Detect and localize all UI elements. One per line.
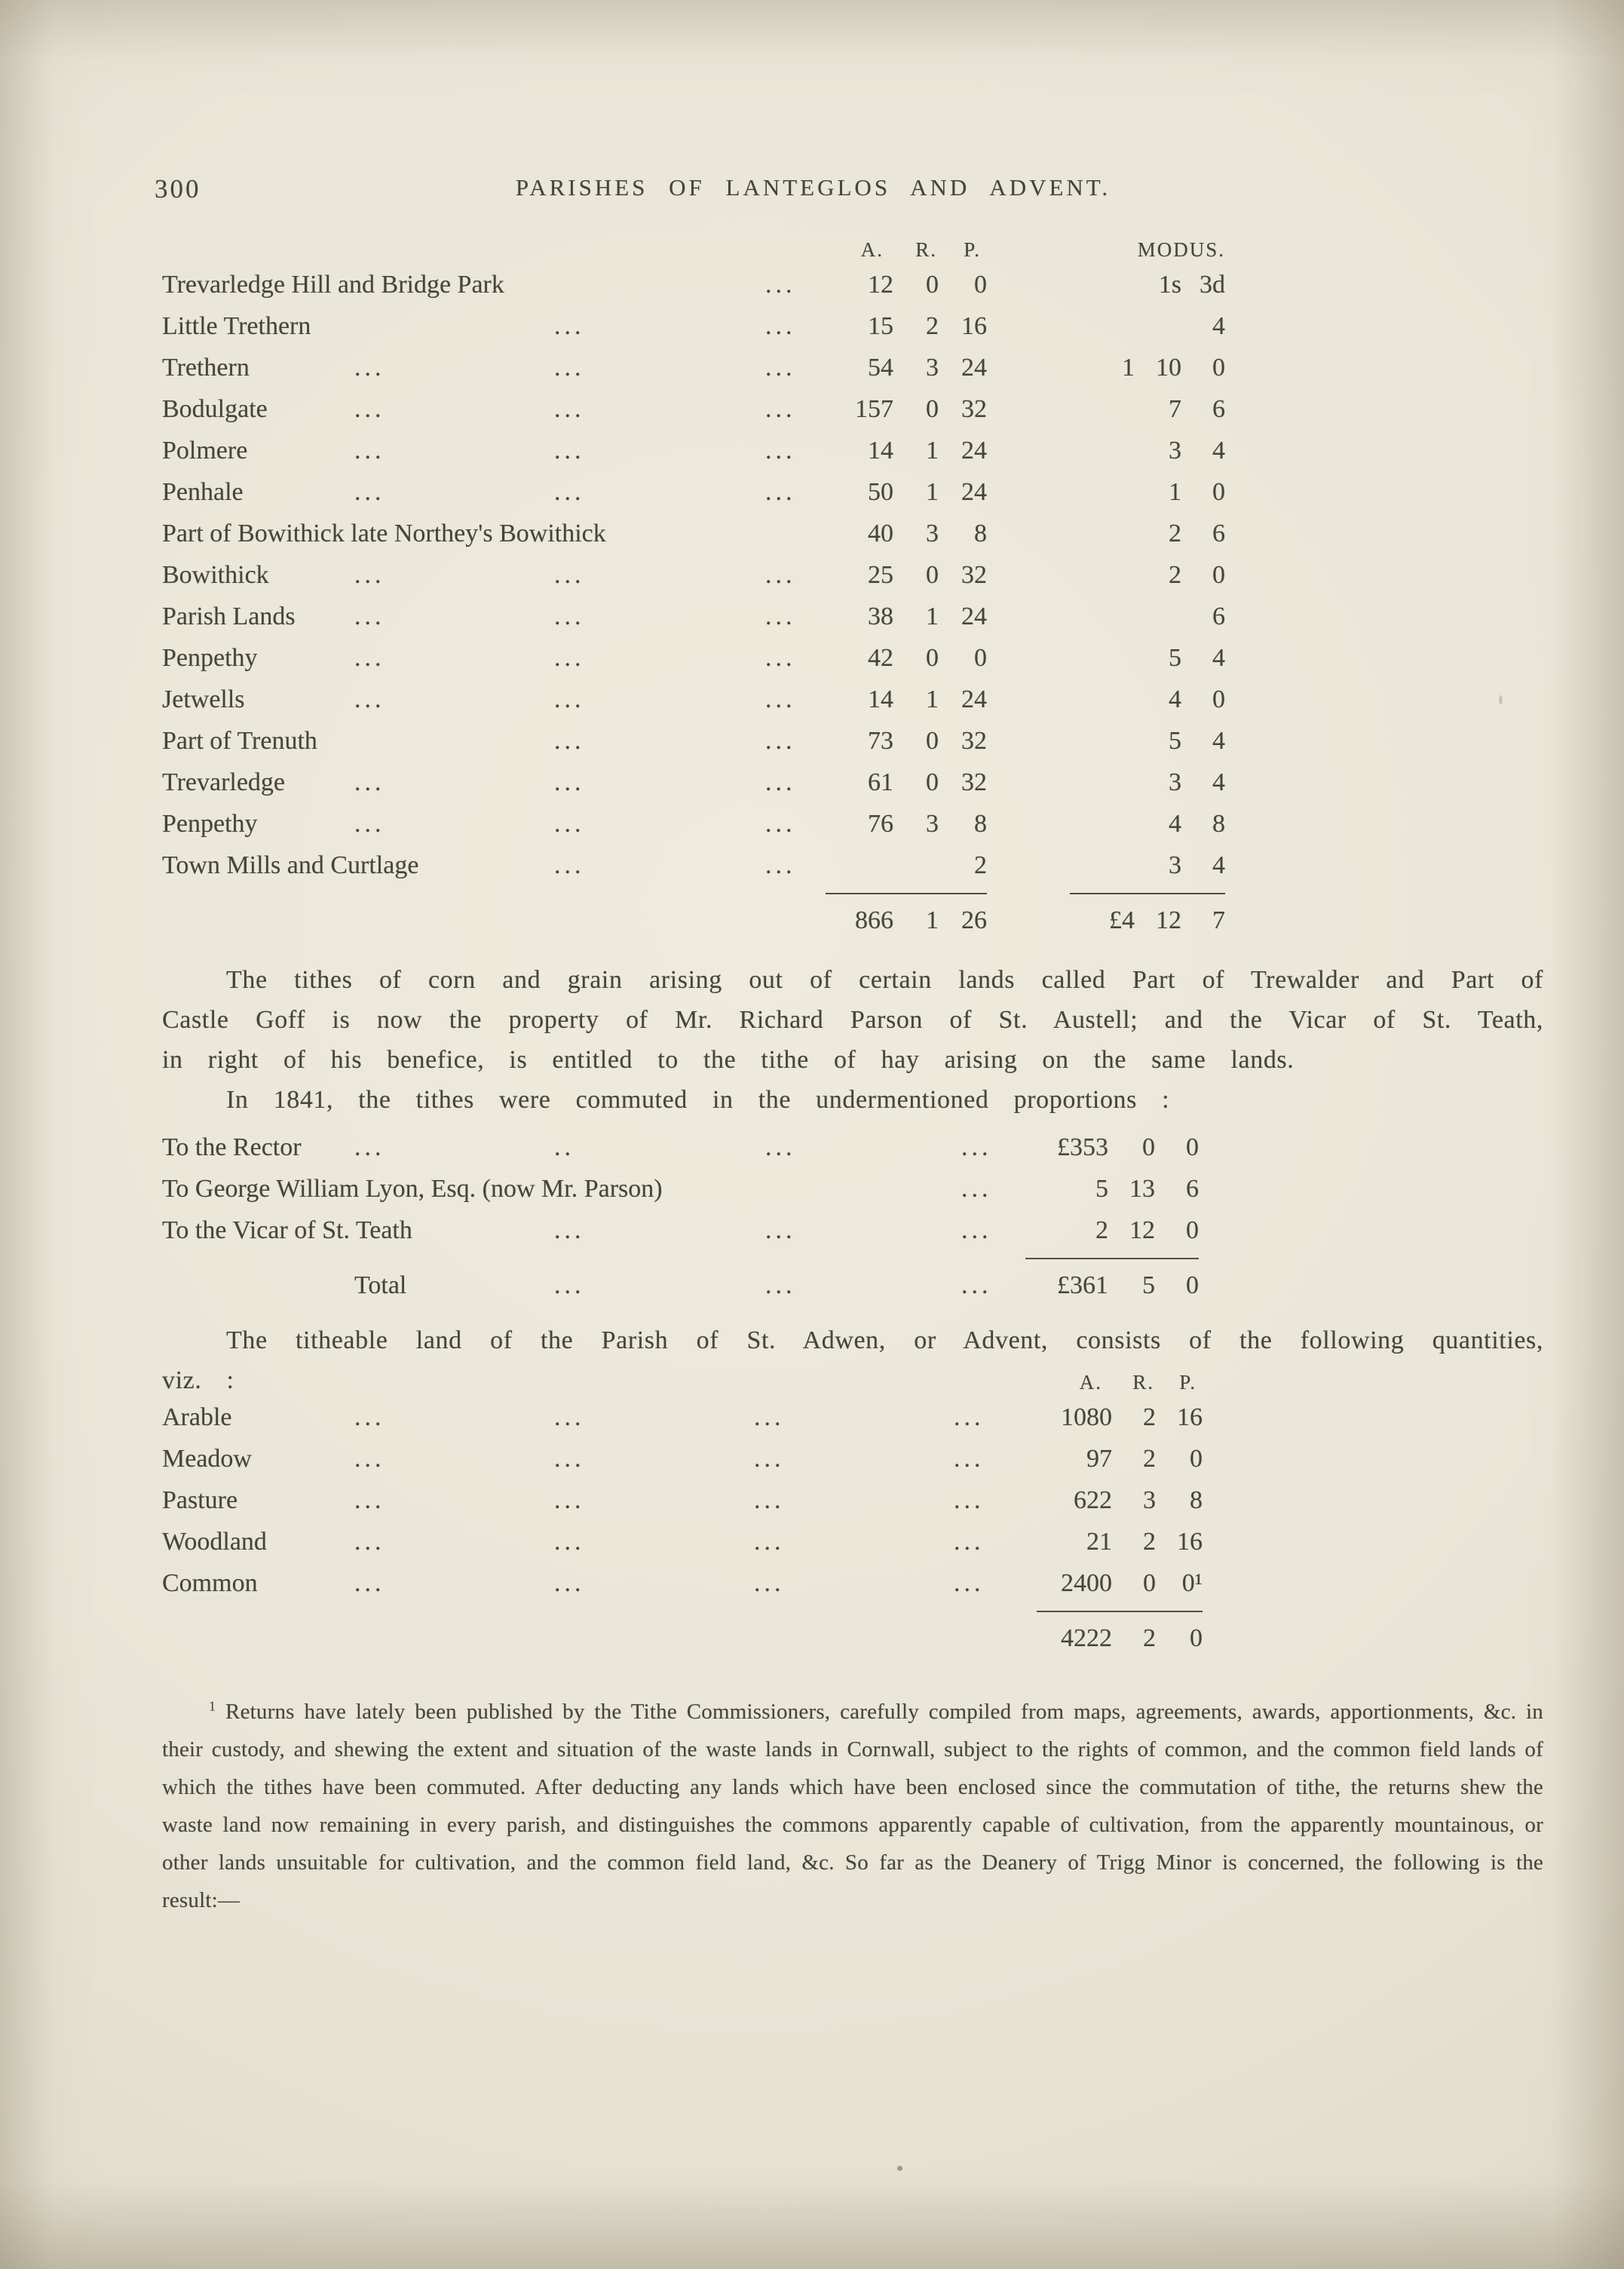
leader-dots: ... (554, 1569, 585, 1597)
row-value: 8 (974, 810, 987, 838)
row-label: Pasture (162, 1486, 238, 1514)
row-value: 0 (974, 644, 987, 672)
paragraph-titheable: The titheable land of the Parish of St. Adwen, or Advent, consists of the following quantities, viz. : (162, 1326, 1543, 1394)
row-value: 26 (961, 906, 987, 934)
row-value: 2 (974, 851, 987, 879)
leader-dots: ... (554, 312, 585, 340)
row-value: 866 (855, 906, 893, 934)
leader-dots: ... (765, 1216, 796, 1244)
leader-dots: ... (554, 1403, 585, 1431)
row-value: 32 (961, 727, 987, 755)
leader-dots: ... (554, 727, 585, 755)
row-label: Trevarledge Hill and Bridge Park (162, 271, 504, 299)
row-label: Parish Lands (162, 603, 296, 630)
row-value: 14 (868, 437, 893, 465)
row-value: 2 (1169, 520, 1181, 547)
leader-dots: ... (754, 1403, 785, 1431)
row-value: 0 (1212, 561, 1225, 589)
leader-dots: ... (961, 1216, 992, 1244)
row-label: Total (354, 1271, 407, 1299)
row-value: 3d (1200, 271, 1225, 299)
row-value: 3 (926, 810, 939, 838)
row-value: 0 (1212, 685, 1225, 713)
row-value: 5 (1169, 727, 1181, 755)
row-label: Trevarledge (162, 768, 286, 796)
row-value: 4 (1212, 727, 1225, 755)
row-value: 13 (1129, 1175, 1155, 1203)
row-value: 0¹ (1181, 1569, 1203, 1597)
row-value: 2400 (1061, 1569, 1112, 1597)
tithe-row (162, 265, 1543, 306)
row-value: 5 (1095, 1175, 1108, 1203)
row-value: 1 (926, 603, 939, 630)
row-label: Arable (162, 1403, 232, 1431)
tithe-row (162, 762, 1543, 804)
row-value: 0 (926, 644, 939, 672)
leader-dots: ... (954, 1403, 985, 1431)
leader-dots: ... (765, 437, 796, 465)
leader-dots: ... (765, 644, 796, 672)
row-label: Trethern (162, 354, 250, 382)
row-value: 1 (926, 478, 939, 506)
leader-dots: ... (354, 395, 385, 423)
row-value: 4 (1212, 768, 1225, 796)
row-value: 5 (1142, 1271, 1155, 1299)
row-value: 5 (1169, 644, 1181, 672)
leader-dots: ... (554, 768, 585, 796)
row-value: 32 (961, 395, 987, 423)
row-value: 622 (1074, 1486, 1112, 1514)
land-table-body (162, 1397, 1543, 1660)
tithe-table (162, 230, 1543, 942)
leader-dots: ... (354, 644, 385, 672)
tithe-row (162, 679, 1543, 721)
row-value: 0 (1142, 1133, 1155, 1161)
leader-dots: ... (354, 810, 385, 838)
row-value: 1 (926, 437, 939, 465)
row-label: Meadow (162, 1445, 252, 1473)
row-value: 4222 (1061, 1624, 1112, 1652)
row-label: Common (162, 1569, 258, 1597)
row-value: 12 (868, 271, 893, 299)
leader-dots: ... (354, 437, 385, 465)
leader-dots: ... (354, 478, 385, 506)
tithe-row (162, 472, 1543, 514)
row-value: 0 (1186, 1133, 1199, 1161)
land-row (162, 1522, 1543, 1563)
row-value: 40 (868, 520, 893, 547)
tithe-total-rule (162, 887, 1543, 900)
row-value: 73 (868, 727, 893, 755)
row-value: 3 (1169, 851, 1181, 879)
proportions-table (162, 1127, 1543, 1307)
leader-dots: ... (354, 1133, 385, 1161)
row-value: 0 (1143, 1569, 1156, 1597)
leader-dots: ... (954, 1569, 985, 1597)
leader-dots: ... (554, 644, 585, 672)
leader-dots: ... (754, 1528, 785, 1556)
row-value: 25 (868, 561, 893, 589)
tithe-row (162, 845, 1543, 887)
row-label: To the Vicar of St. Teath (162, 1216, 412, 1244)
row-value: 2 (1143, 1528, 1156, 1556)
row-value: 0 (926, 561, 939, 589)
leader-dots: ... (954, 1528, 985, 1556)
leader-dots: ... (754, 1445, 785, 1473)
row-value: 0 (926, 768, 939, 796)
leader-dots: ... (765, 395, 796, 423)
row-value: 24 (961, 685, 987, 713)
row-value: 10 (1156, 354, 1181, 382)
leader-dots: ... (961, 1133, 992, 1161)
row-value: £361 (1057, 1271, 1108, 1299)
row-value: 0 (974, 271, 987, 299)
row-value: 8 (1190, 1486, 1203, 1514)
row-value: £4 (1109, 906, 1135, 934)
land-row (162, 1439, 1543, 1480)
leader-dots: ... (354, 354, 385, 382)
leader-dots: ... (765, 768, 796, 796)
row-value: 12 (1129, 1216, 1155, 1244)
row-label: Penhale (162, 478, 244, 506)
proportion-total-rule (162, 1252, 1543, 1265)
leader-dots: ... (765, 1133, 796, 1161)
page-head (155, 167, 1543, 207)
leader-dots: ... (554, 810, 585, 838)
leader-dots: ... (765, 478, 796, 506)
running-header: PARISHES OF LANTEGLOS AND ADVENT. (515, 174, 1111, 201)
col-header-acres: A. (860, 238, 884, 261)
row-value: £353 (1057, 1133, 1108, 1161)
leader-dots: ... (354, 1528, 385, 1556)
leader-dots: ... (354, 603, 385, 630)
row-value: 38 (868, 603, 893, 630)
leader-dots: ... (554, 1528, 585, 1556)
row-value: 3 (1143, 1486, 1156, 1514)
row-value: 12 (1156, 906, 1181, 934)
row-label: Penpethy (162, 644, 258, 672)
land-total-rule (162, 1605, 1543, 1618)
leader-dots: ... (765, 810, 796, 838)
row-label: Penpethy (162, 810, 258, 838)
leader-dots: ... (354, 1403, 385, 1431)
tithe-table-header (162, 230, 1543, 265)
row-label: Part of Bowithick late Northey's Bowithick (162, 520, 606, 547)
row-value: 42 (868, 644, 893, 672)
leader-dots: ... (554, 603, 585, 630)
leader-dots: ... (354, 1445, 385, 1473)
row-value: 24 (961, 437, 987, 465)
leader-dots: ... (354, 561, 385, 589)
row-value: 0 (1190, 1445, 1203, 1473)
row-value: 15 (868, 312, 893, 340)
row-value: 24 (961, 603, 987, 630)
row-value: 32 (961, 561, 987, 589)
row-value: 76 (868, 810, 893, 838)
row-value: 1 (926, 685, 939, 713)
row-label: Town Mills and Curtlage (162, 851, 419, 879)
leader-dots: ... (354, 1569, 385, 1597)
leader-dots: ... (961, 1271, 992, 1299)
row-value: 61 (868, 768, 893, 796)
tithe-row (162, 389, 1543, 431)
page-content (155, 167, 1543, 1941)
row-value: 2 (1143, 1445, 1156, 1473)
proportion-row (162, 1127, 1543, 1169)
row-value: 0 (1212, 354, 1225, 382)
leader-dots: ... (554, 1486, 585, 1514)
page-number: 300 (155, 174, 201, 204)
row-label: Bowithick (162, 561, 269, 589)
land-total-row (162, 1618, 1543, 1660)
row-value: 3 (1169, 768, 1181, 796)
paper-speck (897, 2166, 902, 2171)
leader-dots: ... (554, 561, 585, 589)
land-row (162, 1563, 1543, 1605)
row-value: 1 (926, 906, 939, 934)
row-value: 7 (1169, 395, 1181, 423)
paragraph-tithes: The tithes of corn and grain arising out of certain lands called Part of Trewalder and Part of Castle Goff is now the property of Mr. Richard Parson of St. Austell; and the Vicar of St. Teath, in right of his benefice, is entitled to the tithe of hay arising on the same lands. (162, 966, 1543, 1074)
proportion-row (162, 1169, 1543, 1210)
leader-dots: ... (354, 685, 385, 713)
row-value: 6 (1212, 395, 1225, 423)
leader-dots: ... (765, 851, 796, 879)
tithe-row (162, 804, 1543, 845)
row-value: 4 (1212, 437, 1225, 465)
row-value: 16 (961, 312, 987, 340)
row-value: 1 (1169, 478, 1181, 506)
leader-dots: ... (554, 437, 585, 465)
land-row (162, 1480, 1543, 1522)
tithe-row (162, 348, 1543, 389)
leader-dots: .. (554, 1133, 575, 1161)
row-value: 3 (926, 354, 939, 382)
row-value: 6 (1186, 1175, 1199, 1203)
row-value: 54 (868, 354, 893, 382)
leader-dots: ... (354, 768, 385, 796)
row-value: 32 (961, 768, 987, 796)
row-value: 3 (926, 520, 939, 547)
tithe-row (162, 514, 1543, 555)
tithe-table-body (162, 265, 1543, 942)
row-value: 4 (1169, 810, 1181, 838)
leader-dots: ... (754, 1486, 785, 1514)
row-value: 157 (855, 395, 893, 423)
row-value: 6 (1212, 520, 1225, 547)
row-value: 8 (974, 520, 987, 547)
tithe-total-row (162, 900, 1543, 942)
row-value: 24 (961, 354, 987, 382)
leader-dots: ... (961, 1175, 992, 1203)
row-value: 4 (1212, 312, 1225, 340)
footnote-text: Returns have lately been published by the Tithe Commissioners, carefully compiled from maps, agreements, awards, apportionments, &c. in their custody, and shewing the extent and situation of the waste lands in Cornwall, subject to the rights of common, and the common field lands of which the tithes have been commuted. After deducting any lands which have been enclosed since the commutation of tithe, the returns shew the waste land now remaining in every parish, and distinguishes the commons apparently capable of cultivation, from the apparently mountainous, or other lands unsuitable for cultivation, and the common field land, &c. So far as the Deanery of Trigg Minor is concerned, the following is the result:— (162, 1700, 1543, 1912)
tithe-row (162, 555, 1543, 596)
row-value: 3 (1169, 437, 1181, 465)
leader-dots: ... (765, 685, 796, 713)
row-value: 1s (1158, 271, 1181, 299)
row-label: Polmere (162, 437, 248, 465)
leader-dots: ... (765, 312, 796, 340)
land-table-header (162, 1363, 1543, 1397)
row-value: 0 (926, 727, 939, 755)
leader-dots: ... (554, 1445, 585, 1473)
row-label: To George William Lyon, Esq. (now Mr. Parson) (162, 1175, 663, 1203)
land-table (162, 1363, 1543, 1660)
row-value: 0 (926, 271, 939, 299)
leader-dots: ... (765, 354, 796, 382)
col-header-roods: R. (915, 238, 937, 261)
row-value: 0 (926, 395, 939, 423)
leader-dots: ... (554, 395, 585, 423)
row-value: 1 (1122, 354, 1135, 382)
leader-dots: ... (554, 685, 585, 713)
paragraph-1841: In 1841, the tithes were commuted in the undermentioned proportions : (226, 1086, 1170, 1114)
row-label: Part of Trenuth (162, 727, 317, 755)
tithe-row (162, 596, 1543, 638)
footnote-marker: 1 (209, 1698, 216, 1714)
proportion-row (162, 1210, 1543, 1252)
tithe-row (162, 638, 1543, 679)
row-value: 24 (961, 478, 987, 506)
row-value: 0 (1186, 1271, 1199, 1299)
leader-dots: ... (354, 1486, 385, 1514)
leader-dots: ... (765, 271, 796, 299)
row-value: 4 (1169, 685, 1181, 713)
row-value: 4 (1212, 851, 1225, 879)
row-label: Bodulgate (162, 395, 268, 423)
tithe-row (162, 431, 1543, 472)
leader-dots: ... (954, 1445, 985, 1473)
row-value: 2 (926, 312, 939, 340)
row-value: 14 (868, 685, 893, 713)
leader-dots: ... (765, 603, 796, 630)
leader-dots: ... (554, 1216, 585, 1244)
row-label: Jetwells (162, 685, 245, 713)
row-value: 16 (1177, 1403, 1203, 1431)
row-value: 50 (868, 478, 893, 506)
row-value: 2 (1169, 561, 1181, 589)
leader-dots: ... (765, 561, 796, 589)
proportion-total-row (162, 1265, 1543, 1307)
row-value: 97 (1086, 1445, 1112, 1473)
leader-dots: ... (765, 727, 796, 755)
row-label: To the Rector (162, 1133, 302, 1161)
row-value: 2 (1143, 1403, 1156, 1431)
row-value: 0 (1212, 478, 1225, 506)
tithe-row (162, 721, 1543, 762)
row-value: 2 (1095, 1216, 1108, 1244)
row-value: 7 (1212, 906, 1225, 934)
row-value: 21 (1086, 1528, 1112, 1556)
tithe-row (162, 306, 1543, 348)
col-header-roods: R. (1132, 1371, 1154, 1394)
leader-dots: ... (554, 851, 585, 879)
row-value: 1080 (1061, 1403, 1112, 1431)
row-value: 8 (1212, 810, 1225, 838)
row-value: 2 (1143, 1624, 1156, 1652)
leader-dots: ... (554, 354, 585, 382)
leader-dots: ... (754, 1569, 785, 1597)
leader-dots: ... (765, 1271, 796, 1299)
leader-dots: ... (554, 1271, 585, 1299)
row-value: 4 (1212, 644, 1225, 672)
row-value: 0 (1190, 1624, 1203, 1652)
col-header-acres: A. (1079, 1371, 1102, 1394)
proportions-body (162, 1127, 1543, 1307)
footnote (162, 1693, 1543, 1919)
col-header-perches: P. (964, 238, 981, 261)
row-label: Woodland (162, 1528, 267, 1556)
land-row (162, 1397, 1543, 1439)
leader-dots: ... (954, 1486, 985, 1514)
row-value: 16 (1177, 1528, 1203, 1556)
row-value: 6 (1212, 603, 1225, 630)
col-header-perches: P. (1179, 1371, 1197, 1394)
row-value: 0 (1186, 1216, 1199, 1244)
leader-dots: ... (554, 478, 585, 506)
row-label: Little Trethern (162, 312, 311, 340)
col-header-modus: MODUS. (1137, 238, 1225, 261)
